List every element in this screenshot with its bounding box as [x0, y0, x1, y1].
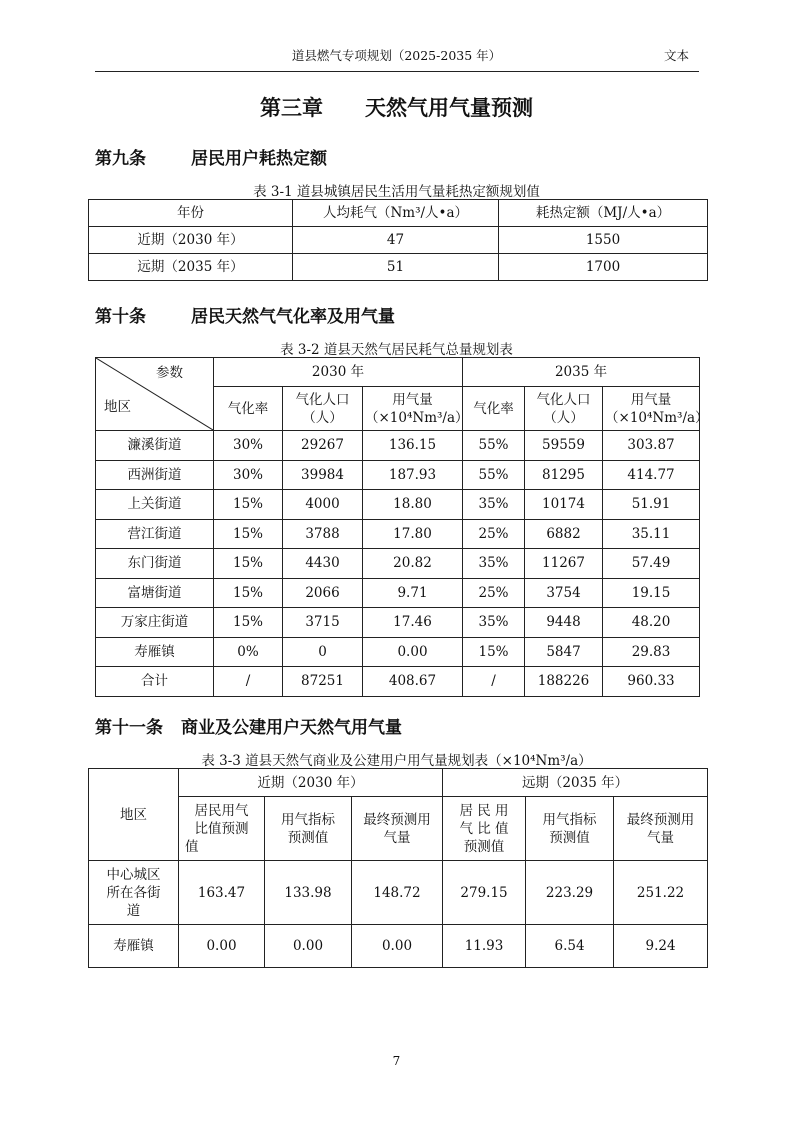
table-cell: 414.77 [603, 460, 700, 490]
table-cell: 15% [463, 637, 525, 667]
area-cell: 中心城区 所在各街 道 [89, 861, 179, 925]
table-cell: 4000 [283, 490, 363, 520]
table-cell: 279.15 [443, 861, 526, 925]
table-cell: 35.11 [603, 519, 700, 549]
table-3-1 [88, 199, 708, 281]
table-row [96, 637, 700, 667]
header-cell: 人均耗气（Nm³/人•a） [293, 200, 499, 227]
header-rule [95, 71, 699, 72]
table-cell: / [463, 667, 525, 697]
table-row [96, 460, 700, 490]
table-cell: 30% [214, 460, 283, 490]
table-row [89, 227, 708, 254]
article-10-number: 第十条 [95, 307, 146, 327]
table-cell: 29.83 [603, 637, 700, 667]
table-cell: / [214, 667, 283, 697]
table-cell: 35% [463, 608, 525, 638]
header-cell: 年份 [89, 200, 293, 227]
table-cell: 15% [214, 490, 283, 520]
table-cell: 17.46 [363, 608, 463, 638]
table-cell: 19.15 [603, 578, 700, 608]
table-cell: 0 [283, 637, 363, 667]
table-cell: 57.49 [603, 549, 700, 579]
header-cell: 气化率 [214, 387, 283, 431]
table-cell: 9.24 [614, 925, 708, 968]
table-cell: 0% [214, 637, 283, 667]
table-3-2-caption: 表 3-2 道县天然气居民耗气总量规划表 [280, 342, 513, 358]
table-cell: 0.00 [265, 925, 352, 968]
header-cell: 气化人口 （人） [283, 387, 363, 431]
table-cell: 10174 [525, 490, 603, 520]
table-cell: 0.00 [363, 637, 463, 667]
area-cell: 寿雁镇 [96, 637, 214, 667]
table-cell: 39984 [283, 460, 363, 490]
table-cell: 4430 [283, 549, 363, 579]
diagonal-line [96, 358, 213, 430]
header-cell: 最终预测用 气量 [614, 797, 708, 861]
table-3-2-body [96, 431, 700, 697]
table-cell: 6.54 [526, 925, 614, 968]
table-cell: 1700 [499, 254, 708, 281]
table-cell: 17.80 [363, 519, 463, 549]
table-3-2 [95, 357, 709, 697]
year-header: 2030 年 [214, 358, 463, 387]
article-10-title: 居民天然气气化率及用气量 [191, 307, 395, 327]
table-3-3-caption: 表 3-3 道县天然气商业及公建用户用气量规划表（×10⁴Nm³/a） [201, 753, 592, 769]
table-cell: 251.22 [614, 861, 708, 925]
table-cell: 47 [293, 227, 499, 254]
table-cell: 55% [463, 431, 525, 461]
article-9-title: 居民用户耗热定额 [191, 149, 327, 169]
table-cell: 51 [293, 254, 499, 281]
header-cell: 居 民 用 气 比 值 预测值 [443, 797, 526, 861]
period-header: 近期（2030 年） [179, 769, 443, 797]
header-cell: 用气量 （×10⁴Nm³/a） [363, 387, 463, 431]
table-cell: 9448 [525, 608, 603, 638]
chapter-title: 第三章 天然气用气量预测 [260, 96, 533, 120]
corner-top-label: 参数 [156, 365, 183, 381]
table-cell: 15% [214, 578, 283, 608]
table-cell: 3788 [283, 519, 363, 549]
table-cell: 18.80 [363, 490, 463, 520]
header-cell: 用气指标 预测值 [265, 797, 352, 861]
table-cell: 30% [214, 431, 283, 461]
table-cell: 133.98 [265, 861, 352, 925]
article-11-number: 第十一条 [95, 718, 163, 738]
article-10-heading [95, 302, 395, 327]
header-cell: 耗热定额（MJ/人•a） [499, 200, 708, 227]
table-cell: 303.87 [603, 431, 700, 461]
header-cell: 用气指标 预测值 [526, 797, 614, 861]
table-cell: 3754 [525, 578, 603, 608]
table-3-1-caption: 表 3-1 道县城镇居民生活用气量耗热定额规划值 [253, 184, 540, 200]
area-cell: 寿雁镇 [89, 925, 179, 968]
running-header-title: 道县燃气专项规划（2025-2035 年） [291, 48, 502, 63]
header-cell: 最终预测用 气量 [352, 797, 443, 861]
page-number: 7 [392, 1054, 401, 1068]
table-cell: 2066 [283, 578, 363, 608]
table-row [89, 254, 708, 281]
table-cell: 35% [463, 490, 525, 520]
table-cell: 11.93 [443, 925, 526, 968]
table-cell: 960.33 [603, 667, 700, 697]
table-cell: 20.82 [363, 549, 463, 579]
area-cell: 合计 [96, 667, 214, 697]
table-row [96, 490, 700, 520]
running-header-label: 文本 [664, 48, 690, 63]
table-cell: 1550 [499, 227, 708, 254]
table-cell: 223.29 [526, 861, 614, 925]
table-cell: 48.20 [603, 608, 700, 638]
table-cell: 35% [463, 549, 525, 579]
year-header: 2035 年 [463, 358, 700, 387]
article-9-heading [95, 144, 327, 169]
table-cell: 25% [463, 578, 525, 608]
table-cell: 163.47 [179, 861, 265, 925]
table-cell: 136.15 [363, 431, 463, 461]
article-9-number: 第九条 [95, 149, 146, 169]
table-cell: 5847 [525, 637, 603, 667]
period-header: 远期（2035 年） [443, 769, 708, 797]
table-cell: 51.91 [603, 490, 700, 520]
table-cell: 0.00 [352, 925, 443, 968]
table-cell: 25% [463, 519, 525, 549]
table-cell: 远期（2035 年） [89, 254, 293, 281]
table-cell: 11267 [525, 549, 603, 579]
table-cell: 15% [214, 549, 283, 579]
article-11-heading [95, 713, 402, 738]
table-cell: 29267 [283, 431, 363, 461]
table-row [96, 549, 700, 579]
table-cell: 188226 [525, 667, 603, 697]
article-11-title: 商业及公建用户天然气用气量 [181, 718, 402, 738]
area-cell: 富塘街道 [96, 578, 214, 608]
table-cell: 0.00 [179, 925, 265, 968]
table-row [96, 431, 700, 461]
corner-diagonal-cell [96, 358, 214, 431]
table-row [96, 519, 700, 549]
area-cell: 西洲街道 [96, 460, 214, 490]
table-row [96, 667, 700, 697]
table-row [96, 578, 700, 608]
area-cell: 上关街道 [96, 490, 214, 520]
area-header: 地区 [89, 769, 179, 861]
header-cell: 气化人口 （人） [525, 387, 603, 431]
table-cell: 9.71 [363, 578, 463, 608]
table-3-3 [88, 768, 708, 968]
area-cell: 东门街道 [96, 549, 214, 579]
table-cell: 15% [214, 608, 283, 638]
table-cell: 59559 [525, 431, 603, 461]
table-cell: 3715 [283, 608, 363, 638]
table-row [89, 925, 708, 968]
header-cell: 居民用气 比值预测 值 [179, 797, 265, 861]
table-row [89, 861, 708, 925]
table-cell: 81295 [525, 460, 603, 490]
table-cell: 408.67 [363, 667, 463, 697]
table-cell: 87251 [283, 667, 363, 697]
corner-bottom-label: 地区 [104, 399, 131, 415]
area-cell: 濂溪街道 [96, 431, 214, 461]
area-cell: 万家庄街道 [96, 608, 214, 638]
table-cell: 148.72 [352, 861, 443, 925]
table-cell: 55% [463, 460, 525, 490]
header-cell: 用气量 （×10⁴Nm³/a） [603, 387, 700, 431]
table-cell: 187.93 [363, 460, 463, 490]
area-cell: 营江街道 [96, 519, 214, 549]
table-cell: 6882 [525, 519, 603, 549]
table-header-row [89, 200, 708, 227]
table-cell: 15% [214, 519, 283, 549]
header-cell: 气化率 [463, 387, 525, 431]
table-cell: 近期（2030 年） [89, 227, 293, 254]
table-row [96, 608, 700, 638]
